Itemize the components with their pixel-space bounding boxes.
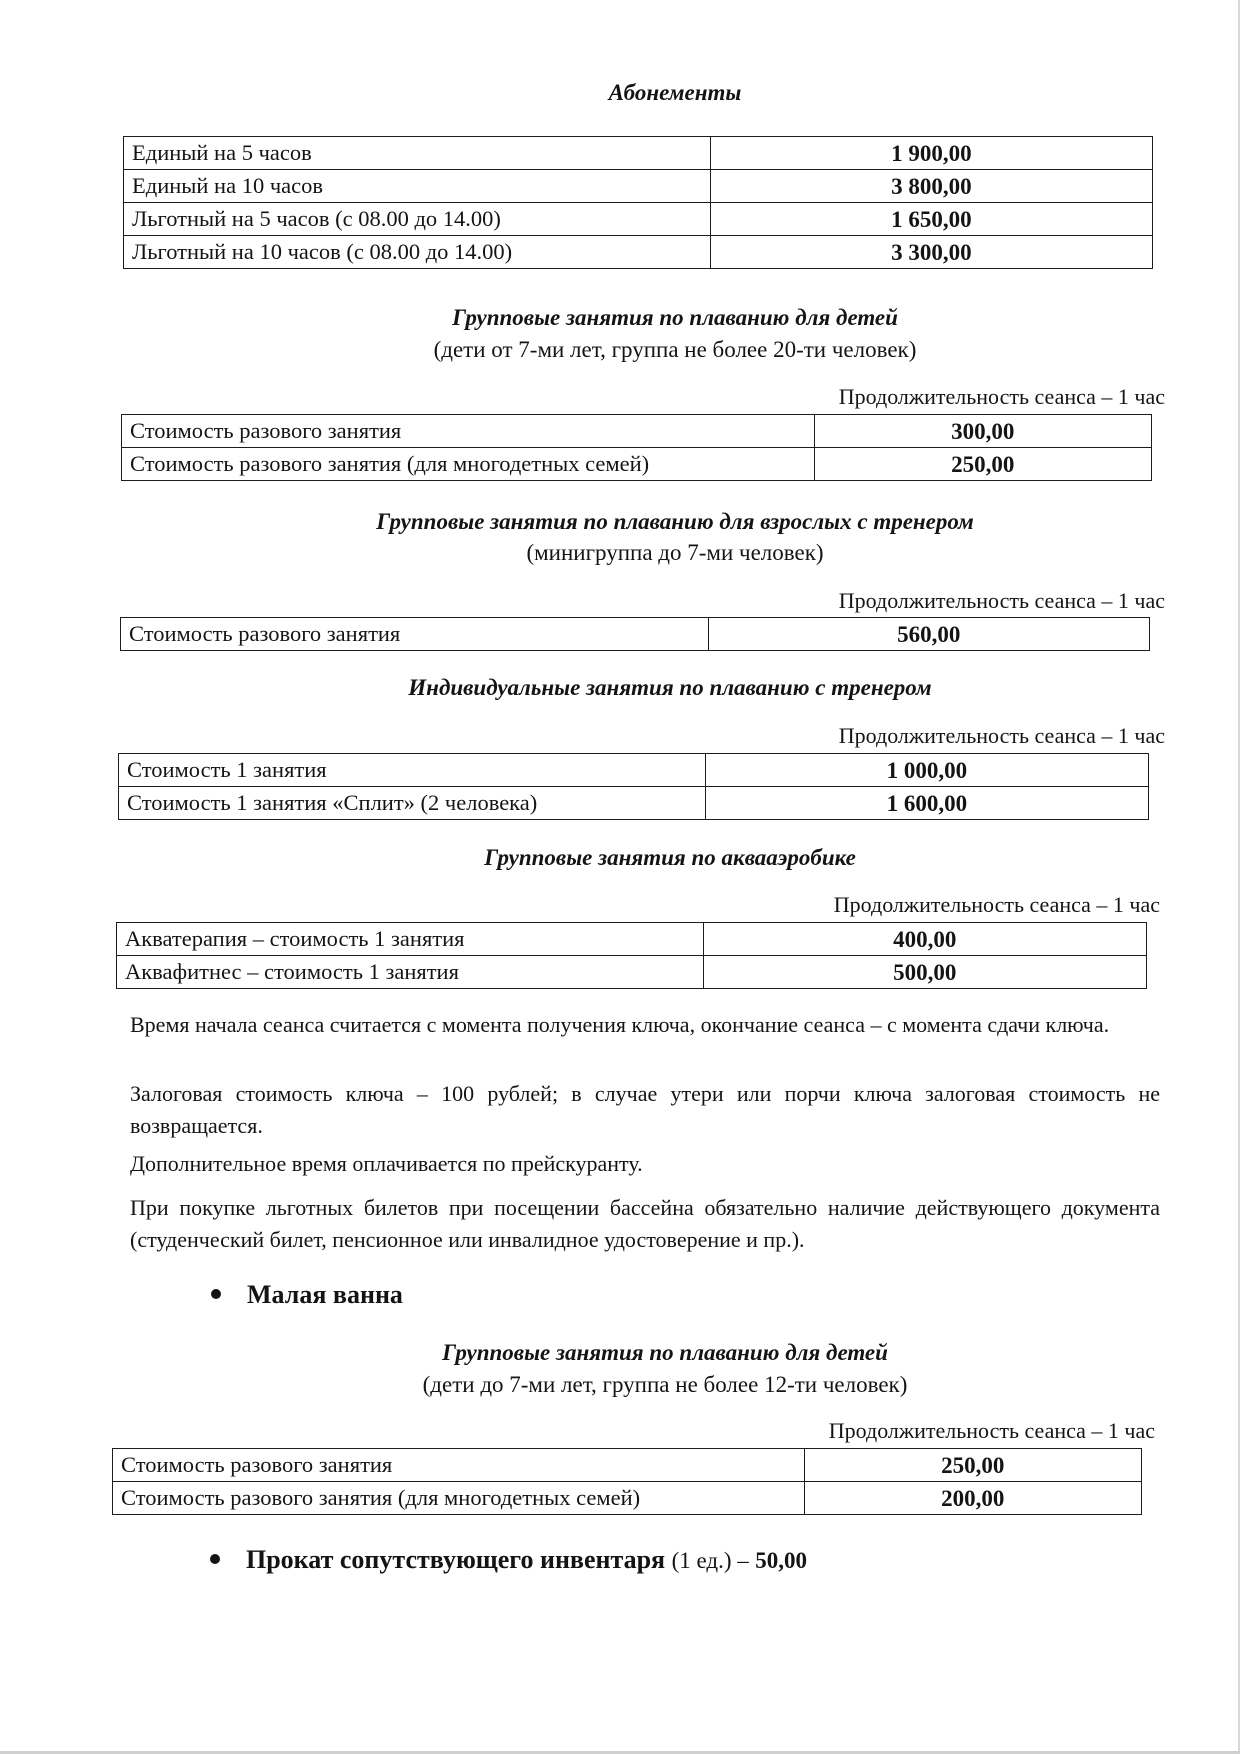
adults-group-duration: Продолжительность сеанса – 1 час xyxy=(838,588,1165,613)
subscriptions-title: Абонементы xyxy=(608,80,742,105)
aqua-table xyxy=(116,922,1147,989)
note-paragraph: При покупке льготных билетов при посещении бассейна обязательно наличие действующего документа (студенческий билет, пенсионное или инвалидное удостоверение и пр.). xyxy=(130,1195,1160,1252)
kids-group-duration: Продолжительность сеанса – 1 час xyxy=(838,384,1165,409)
row-label: Акватерапия – стоимость 1 занятия xyxy=(117,923,704,956)
note-paragraph: Время начала сеанса считается с момента получения ключа, окончание сеанса – с момента сдачи ключа. xyxy=(130,1012,1110,1037)
aqua-title: Групповые занятия по аквааэробике xyxy=(484,845,856,870)
table-row xyxy=(117,923,1147,956)
row-label: Стоимость разового занятия xyxy=(122,415,815,448)
small-pool-table xyxy=(112,1448,1142,1515)
row-price: 1 600,00 xyxy=(705,787,1148,820)
rental-price: 50,00 xyxy=(755,1548,808,1573)
row-label: Стоимость разового занятия xyxy=(113,1449,805,1482)
table-row xyxy=(121,618,1150,651)
row-label: Льготный на 10 часов (с 08.00 до 14.00) xyxy=(124,236,711,269)
small-pool-subtitle: (дети до 7-ми лет, группа не более 12-ти человек) xyxy=(422,1372,908,1397)
subscriptions-table xyxy=(123,136,1153,269)
table-row xyxy=(124,137,1153,170)
row-price: 1 650,00 xyxy=(710,203,1152,236)
row-label: Стоимость разового занятия (для многодетных семей) xyxy=(113,1482,805,1515)
row-price: 200,00 xyxy=(804,1482,1141,1515)
row-price: 300,00 xyxy=(814,415,1151,448)
bullet-icon xyxy=(210,1554,220,1564)
rental-unit: (1 ед.) – xyxy=(671,1548,749,1573)
adults-group-subtitle: (минигруппа до 7-ми человек) xyxy=(526,540,824,565)
small-pool-heading xyxy=(211,1280,403,1310)
table-row xyxy=(117,956,1147,989)
table-row xyxy=(119,754,1149,787)
row-label: Стоимость 1 занятия «Сплит» (2 человека) xyxy=(119,787,706,820)
row-price: 250,00 xyxy=(814,448,1151,481)
adults-group-table xyxy=(120,617,1150,651)
table-row xyxy=(113,1482,1142,1515)
row-label: Стоимость разового занятия (для многодетных семей) xyxy=(122,448,815,481)
row-price: 3 800,00 xyxy=(710,170,1152,203)
table-row xyxy=(122,415,1152,448)
row-price: 560,00 xyxy=(708,618,1149,651)
adults-group-title: Групповые занятия по плаванию для взрослых с тренером xyxy=(376,509,974,534)
small-pool-heading-text: Малая ванна xyxy=(247,1280,403,1309)
aqua-duration: Продолжительность сеанса – 1 час xyxy=(833,892,1160,917)
note-paragraph: Дополнительное время оплачивается по прейскуранту. xyxy=(130,1151,643,1176)
kids-group-title: Групповые занятия по плаванию для детей xyxy=(452,305,898,330)
table-row xyxy=(113,1449,1142,1482)
table-row xyxy=(124,236,1153,269)
row-label: Единый на 5 часов xyxy=(124,137,711,170)
rental-heading: Прокат сопутствующего инвентаря xyxy=(246,1545,666,1574)
kids-group-subtitle: (дети от 7-ми лет, группа не более 20-ти человек) xyxy=(433,337,917,362)
row-price: 400,00 xyxy=(703,923,1146,956)
note-paragraph: Залоговая стоимость ключа – 100 рублей; в случае утери или порчи ключа залоговая стоимость не возвращается. xyxy=(130,1081,1160,1138)
kids-group-table xyxy=(121,414,1152,481)
row-label: Льготный на 5 часов (с 08.00 до 14.00) xyxy=(124,203,711,236)
small-pool-title: Групповые занятия по плаванию для детей xyxy=(442,1340,888,1365)
table-row xyxy=(122,448,1152,481)
individual-title: Индивидуальные занятия по плаванию с тренером xyxy=(408,675,932,700)
small-pool-duration: Продолжительность сеанса – 1 час xyxy=(828,1418,1155,1443)
table-row xyxy=(119,787,1149,820)
table-row xyxy=(124,203,1153,236)
row-label: Аквафитнес – стоимость 1 занятия xyxy=(117,956,704,989)
row-label: Стоимость 1 занятия xyxy=(119,754,706,787)
row-label: Стоимость разового занятия xyxy=(121,618,709,651)
row-price: 1 000,00 xyxy=(705,754,1148,787)
bullet-icon xyxy=(211,1289,221,1299)
table-row xyxy=(124,170,1153,203)
row-price: 500,00 xyxy=(703,956,1146,989)
rental-line xyxy=(210,1545,807,1575)
row-label: Единый на 10 часов xyxy=(124,170,711,203)
row-price: 1 900,00 xyxy=(710,137,1152,170)
row-price: 3 300,00 xyxy=(710,236,1152,269)
individual-table xyxy=(118,753,1149,820)
row-price: 250,00 xyxy=(804,1449,1141,1482)
individual-duration: Продолжительность сеанса – 1 час xyxy=(838,723,1165,748)
